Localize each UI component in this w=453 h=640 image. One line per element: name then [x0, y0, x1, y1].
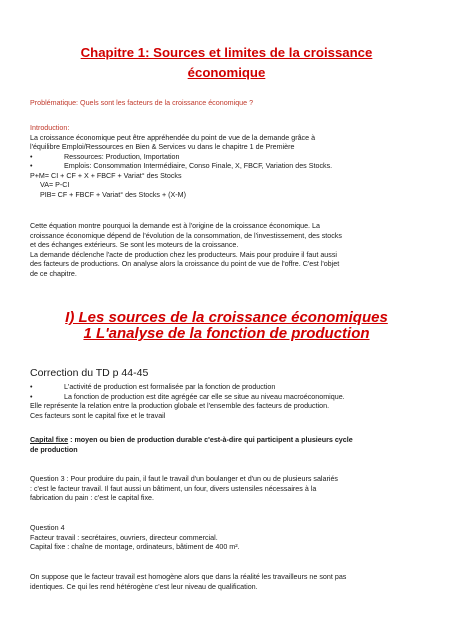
correction-heading: Correction du TD p 44-45	[30, 367, 149, 379]
bullet-icon: •	[30, 152, 33, 161]
paragraph-line: La demande déclenche l'acte de production chez les producteurs. Mais pour produire il faut aussi	[30, 250, 338, 259]
paragraph-line: Elle représente la relation entre la production globale et l'ensemble des facteurs de production.	[30, 402, 330, 410]
list-item-text: L'activité de production est formalisée par la fonction de production	[64, 383, 276, 391]
paragraph-line: Question 4	[30, 524, 65, 532]
paragraph-line: On suppose que le facteur travail est homogène alors que dans la réalité les travailleurs ne sont pas	[30, 573, 347, 581]
intro-line: l'équilibre Emploi/Ressources en Bien & Services vu dans le chapitre 1 de Première	[30, 143, 295, 151]
section-heading: I) Les sources de la croissance économiques	[65, 309, 388, 326]
problematique: Problématique: Quels sont les facteurs de la croissance économique ?	[30, 99, 254, 107]
list-item-text: Ressources: Production, Importation	[64, 152, 180, 161]
paragraph-line: Question 3 : Pour produire du pain, il faut le travail d'un boulanger et d'un ou de plusieurs salariés	[30, 475, 338, 483]
chapter-title-line2: économique	[187, 65, 266, 80]
paragraph-line: identiques. Ce qui les rend hétérogène c'est leur niveau de qualification.	[30, 582, 258, 591]
list-item	[30, 153, 430, 163]
paragraph-line: Cette équation montre pourquoi la demande est à l'origine de la croissance économique. La	[30, 222, 320, 230]
list-item	[30, 162, 430, 172]
chapter-title	[30, 43, 423, 83]
bullet-icon: •	[30, 392, 33, 401]
paragraph-line: Facteur travail : secrétaires, ouvriers, directeur commercial.	[30, 533, 218, 542]
list-item-text: Emplois: Consommation Intermédiaire, Conso Finale, X, FBCF, Variation des Stocks.	[64, 162, 333, 170]
definition-text: de production	[30, 445, 78, 454]
definition-term: Capital fixe	[30, 436, 69, 444]
chapter-title-line1: Chapitre 1: Sources et limites de la croissance	[80, 45, 373, 60]
introduction-block	[30, 124, 430, 200]
bullet-icon: •	[30, 162, 33, 170]
list-item-text: La fonction de production est dite agrégée car elle se situe au niveau macroéconomique.	[64, 392, 345, 401]
question-3-block	[30, 475, 430, 504]
equation: PIB= CF + FBCF + Variat° des Stocks + (X-M)	[40, 190, 186, 199]
paragraph-line: et des échanges extérieurs. Se sont les moteurs de la croissance.	[30, 241, 239, 249]
introduction-heading: Introduction:	[30, 124, 70, 132]
paragraph	[30, 222, 430, 279]
correction-block	[30, 383, 430, 421]
equation: VA= P-CI	[40, 181, 70, 189]
subsection-heading: 1 L'analyse de la fonction de production	[83, 325, 370, 342]
intro-line: La croissance économique peut être appréhendée du point de vue de la demande grâce à	[30, 133, 316, 142]
question-4-block	[30, 524, 430, 553]
capital-definition	[30, 436, 430, 455]
definition-text: : moyen ou bien de production durable c'est-à-dire qui participent a plusieurs cycle	[68, 436, 353, 444]
bullet-icon: •	[30, 383, 33, 391]
paragraph-line: fabrication du pain : c'est le capital fixe.	[30, 494, 155, 502]
paragraph-line: de ce chapitre.	[30, 269, 77, 278]
paragraph-line: : c'est le facteur travail. Il faut aussi un bâtiment, un four, divers ustensiles nécessaires à la	[30, 484, 317, 493]
equation: P+M= CI + CF + X + FBCF + Variat° des Stocks	[30, 171, 182, 180]
paragraph-line: Ces facteurs sont le capital fixe et le travail	[30, 411, 166, 420]
paragraph-line: croissance économique dépend de l'évolution de la consommation, de l'investissement, des stocks	[30, 231, 342, 240]
list-item	[30, 383, 430, 393]
paragraph-line: des facteurs de productions. On analyse alors la croissance du point de vue de l'offre. C'est l'objet	[30, 260, 340, 268]
list-item	[30, 393, 430, 403]
paragraph-line: Capital fixe : chaîne de montage, ordinateurs, bâtiment de 400 m².	[30, 543, 240, 551]
final-paragraph	[30, 573, 430, 592]
